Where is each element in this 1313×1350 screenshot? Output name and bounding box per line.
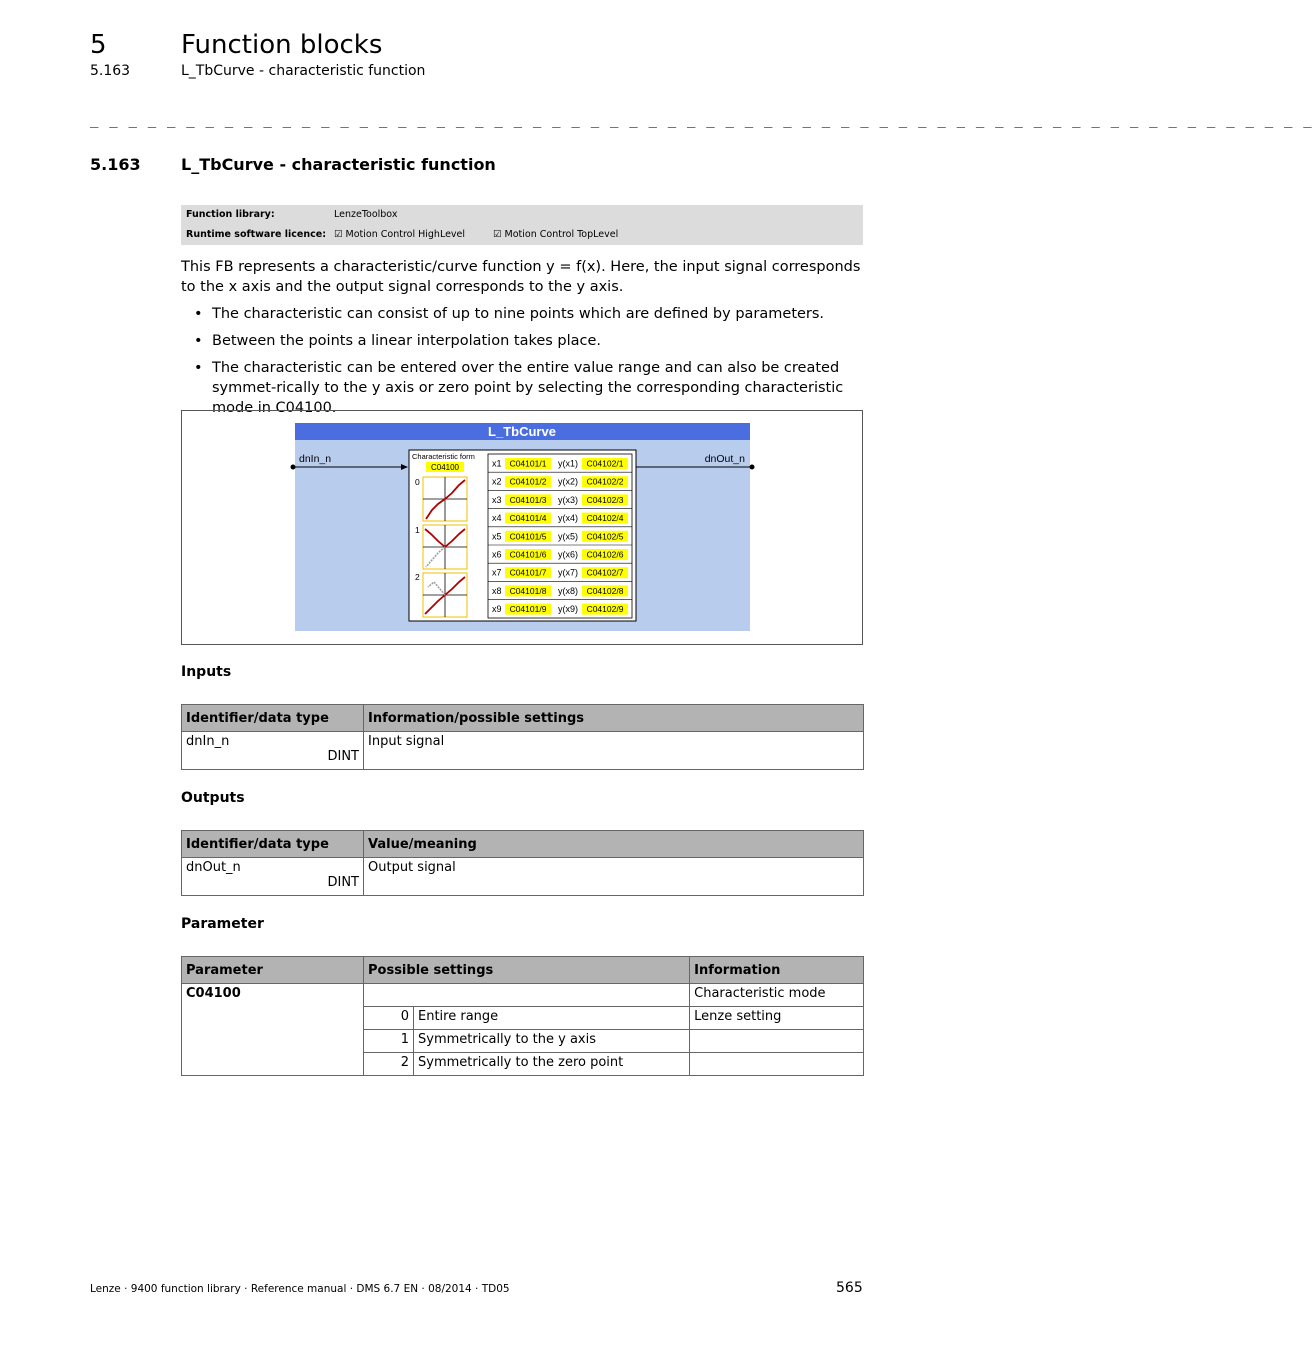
- point-x-label: x4: [492, 513, 502, 524]
- output-datatype: DINT: [327, 875, 359, 890]
- library-value: LenzeToolbox: [334, 209, 398, 220]
- function-block-figure: [181, 410, 863, 645]
- intro-paragraph: This FB represents a characteristic/curve function y = f(x). Here, the input signal corresponds to the x axis and the output signal corresponds to the y axis.: [181, 259, 861, 295]
- point-x-label: x9: [492, 604, 502, 615]
- subheader-title: L_TbCurve - characteristic function: [181, 63, 426, 79]
- chapter-title: Function blocks: [181, 30, 383, 60]
- bullet-text: The characteristic can be entered over the entire value range and can also be created symmet-rically to the y axis or zero point by selecting the corresponding characteristic mode in C04100.: [212, 360, 844, 416]
- point-y-code: C04102/7: [586, 567, 624, 578]
- licence-label: Runtime software licence:: [186, 229, 326, 240]
- inputs-heading: Inputs: [181, 664, 232, 680]
- header-separator: _ _ _ _ _ _ _ _ _ _ _ _ _ _ _ _ _ _ _ _ _ _ _ _ _ _ _ _ _ _ _ _ _ _ _ _ _ _ _ _ _ _ _ _ _ _ _ _ _ _ _ _ _ _ _ _ _ _ _ _ _ _ _ _: [90, 112, 1313, 128]
- library-label: Function library:: [186, 209, 275, 220]
- point-x-label: x5: [492, 531, 502, 542]
- mode-1-graph: [423, 525, 467, 569]
- point-y-label: y(x4): [558, 513, 578, 524]
- char-form-label: Characteristic form: [412, 452, 475, 461]
- param-info: Lenze setting: [690, 1007, 864, 1030]
- mode-label-1: 1: [415, 525, 420, 535]
- point-y-label: y(x9): [558, 604, 578, 615]
- param-col2-header: Possible settings: [364, 957, 690, 984]
- licence-toplevel: ☑ Motion Control TopLevel: [493, 229, 619, 240]
- outputs-table: [181, 830, 864, 896]
- point-x-code: C04101/7: [509, 567, 547, 578]
- point-x-code: C04101/6: [509, 549, 547, 560]
- table-row: [182, 858, 864, 896]
- parameter-table: [181, 956, 864, 1076]
- outputs-col1-header: Identifier/data type: [182, 831, 364, 858]
- point-x-label: x2: [492, 476, 502, 487]
- mode-2-graph: [423, 573, 467, 617]
- point-x-label: x7: [492, 567, 502, 578]
- input-datatype: DINT: [327, 749, 359, 764]
- inputs-col2-header: Information/possible settings: [364, 705, 864, 732]
- point-y-code: C04102/1: [586, 458, 624, 469]
- point-y-label: y(x3): [558, 494, 578, 505]
- function-block-diagram: [182, 411, 862, 644]
- param-col1-header: Parameter: [182, 957, 364, 984]
- parameter-heading: Parameter: [181, 916, 264, 932]
- char-form-code: C04100: [430, 463, 460, 472]
- param-value: 0: [364, 1007, 414, 1030]
- point-x-label: x1: [492, 458, 502, 469]
- param-info-main: Characteristic mode: [690, 984, 864, 1007]
- bullet-text: The characteristic can consist of up to nine points which are defined by parameters.: [212, 306, 825, 322]
- chapter-number: 5: [90, 30, 107, 60]
- inputs-id-cell: [182, 732, 364, 770]
- param-desc: Symmetrically to the zero point: [414, 1053, 690, 1076]
- point-y-code: C04102/8: [586, 585, 624, 596]
- table-row: [182, 984, 864, 1007]
- subheader-number: 5.163: [90, 63, 131, 79]
- point-x-code: C04101/8: [509, 585, 547, 596]
- param-value: 1: [364, 1030, 414, 1053]
- mode-0-graph: [423, 477, 467, 521]
- point-x-label: x3: [492, 494, 502, 505]
- point-y-label: y(x2): [558, 476, 578, 487]
- point-y-code: C04102/2: [586, 476, 624, 487]
- input-label: dnIn_n: [299, 453, 332, 465]
- outputs-col2-header: Value/meaning: [364, 831, 864, 858]
- param-desc: Symmetrically to the y axis: [414, 1030, 690, 1053]
- point-y-label: y(x5): [558, 531, 578, 542]
- section-title: L_TbCurve - characteristic function: [181, 155, 496, 174]
- mode-label-0: 0: [415, 477, 420, 487]
- param-col3-header: Information: [690, 957, 864, 984]
- point-y-code: C04102/9: [586, 604, 624, 615]
- point-y-label: y(x8): [558, 585, 578, 596]
- point-x-label: x8: [492, 585, 502, 596]
- point-x-code: C04101/3: [509, 494, 547, 505]
- param-desc: Entire range: [414, 1007, 690, 1030]
- point-x-code: C04101/2: [509, 476, 547, 487]
- inputs-table: [181, 704, 864, 770]
- point-y-code: C04102/3: [586, 494, 624, 505]
- output-connector: [750, 465, 755, 470]
- output-label: dnOut_n: [704, 453, 745, 465]
- fb-title: L_TbCurve: [488, 424, 556, 439]
- footer-text: Lenze · 9400 function library · Reference manual · DMS 6.7 EN · 08/2014 · TD05: [90, 1283, 510, 1295]
- library-info-box: [181, 205, 863, 245]
- output-identifier: dnOut_n: [186, 860, 241, 875]
- point-x-label: x6: [492, 549, 502, 560]
- input-identifier: dnIn_n: [186, 734, 230, 749]
- inputs-col1-header: Identifier/data type: [182, 705, 364, 732]
- point-y-label: y(x7): [558, 567, 578, 578]
- point-y-code: C04102/6: [586, 549, 624, 560]
- output-info: Output signal: [364, 858, 864, 896]
- param-info: [690, 1053, 864, 1076]
- point-y-code: C04102/4: [586, 513, 624, 524]
- param-value: 2: [364, 1053, 414, 1076]
- outputs-id-cell: [182, 858, 364, 896]
- point-rows: [488, 458, 632, 615]
- bullet-text: Between the points a linear interpolation takes place.: [212, 333, 602, 349]
- outputs-heading: Outputs: [181, 790, 245, 806]
- param-code: C04100: [182, 984, 364, 1076]
- page-number: 565: [836, 1280, 863, 1296]
- input-info: Input signal: [364, 732, 864, 770]
- table-row: [182, 732, 864, 770]
- point-x-code: C04101/9: [509, 604, 547, 615]
- licence-highlevel: ☑ Motion Control HighLevel: [334, 229, 466, 240]
- point-x-code: C04101/4: [509, 513, 547, 524]
- section-number: 5.163: [90, 155, 141, 174]
- point-y-code: C04102/5: [586, 531, 624, 542]
- point-x-code: C04101/1: [509, 458, 547, 469]
- point-x-code: C04101/5: [509, 531, 547, 542]
- param-settings-empty: [364, 984, 690, 1007]
- point-y-label: y(x1): [558, 458, 578, 469]
- mode-label-2: 2: [415, 572, 420, 582]
- param-info: [690, 1030, 864, 1053]
- point-y-label: y(x6): [558, 549, 578, 560]
